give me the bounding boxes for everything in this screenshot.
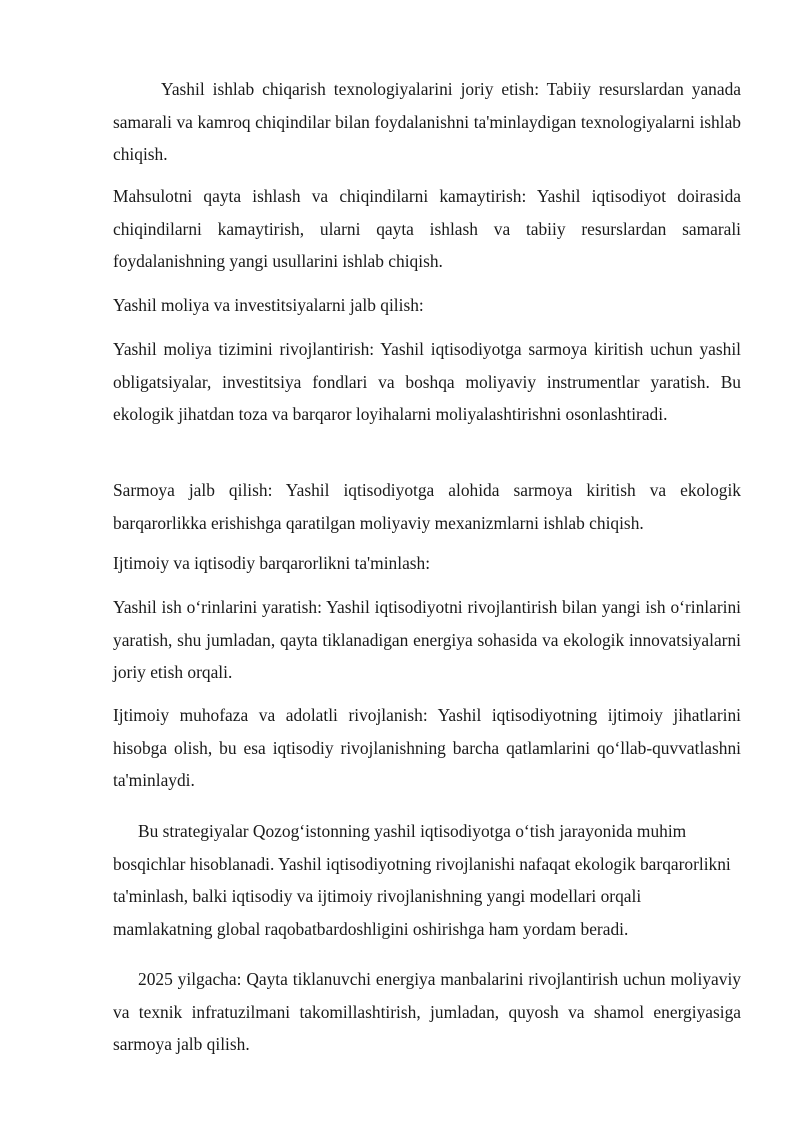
paragraph-green-finance-system: Yashil moliya tizimini rivojlantirish: Yashil iqtisodiyotga sarmoya kiritish uchun yashil obligatsiyalar, investitsiya fondlari va boshqa moliyaviy instrumentlar yaratish. Bu ekologik jihatdan toza va barqaror loyihalarni moliyalashtirishni osonlashtiradi. [113, 339, 741, 424]
paragraph-waste-reduction: Mahsulotni qayta ishlash va chiqindilarni kamaytirish: Yashil iqtisodiyot doirasida chiqindilarni kamaytirish, ularni qayta ishlash va tabiiy resurslardan samarali foydalanishning yangi usullarini ishlab chiqish. [113, 186, 741, 271]
paragraph-2025-target: 2025 yilgacha: Qayta tiklanuvchi energiya manbalarini rivojlantirish uchun moliyaviy va texnik infratuzilmani takomillashtirish, jumladan, quyosh va shamol energiyasiga sarmoya jalb qilish. [113, 969, 741, 1054]
paragraph-social-protection: Ijtimoiy muhofaza va adolatli rivojlanish: Yashil iqtisodiyotning ijtimoiy jihatlarini hisobga olish, bu esa iqtisodiy rivojlanishning barcha qatlamlarini qo‘llab-quvvatlashni ta'minlaydi. [113, 705, 741, 790]
section-heading-social-economic-stability: Ijtimoiy va iqtisodiy barqarorlikni ta'minlash: [113, 553, 431, 573]
section-heading-green-finance: Yashil moliya va investitsiyalarni jalb qilish: [113, 295, 424, 315]
paragraph-strategy-summary: Bu strategiyalar Qozog‘istonning yashil iqtisodiyotga o‘tish jarayonida muhim bosqichlar hisoblanadi. Yashil iqtisodiyotning rivojlanishi nafaqat ekologik barqarorlikni ta'minlash, balki iqtisodiy va ijtimoiy rivojlanishning yangi modellari orqali mamlakatning global raqobatbardoshligini oshirishga ham yordam beradi. [113, 821, 731, 939]
paragraph-green-jobs: Yashil ish o‘rinlarini yaratish: Yashil iqtisodiyotni rivojlantirish bilan yangi ish o‘rinlarini yaratish, shu jumladan, qayta tiklanadigan energiya sohasida va ekologik innovatsiyalarni joriy etish orqali. [113, 597, 741, 682]
paragraph-attracting-investment: Sarmoya jalb qilish: Yashil iqtisodiyotga alohida sarmoya kiritish va ekologik barqarorlikka erishishga qaratilgan moliyaviy mexanizmlarni ishlab chiqish. [113, 480, 741, 533]
paragraph-green-production-technologies: Yashil ishlab chiqarish texnologiyalarini joriy etish: Tabiiy resurslardan yanada samarali va kamroq chiqindilar bilan foydalanishni ta'minlaydigan texnologiyalarni ishlab chiqish. [113, 79, 741, 164]
